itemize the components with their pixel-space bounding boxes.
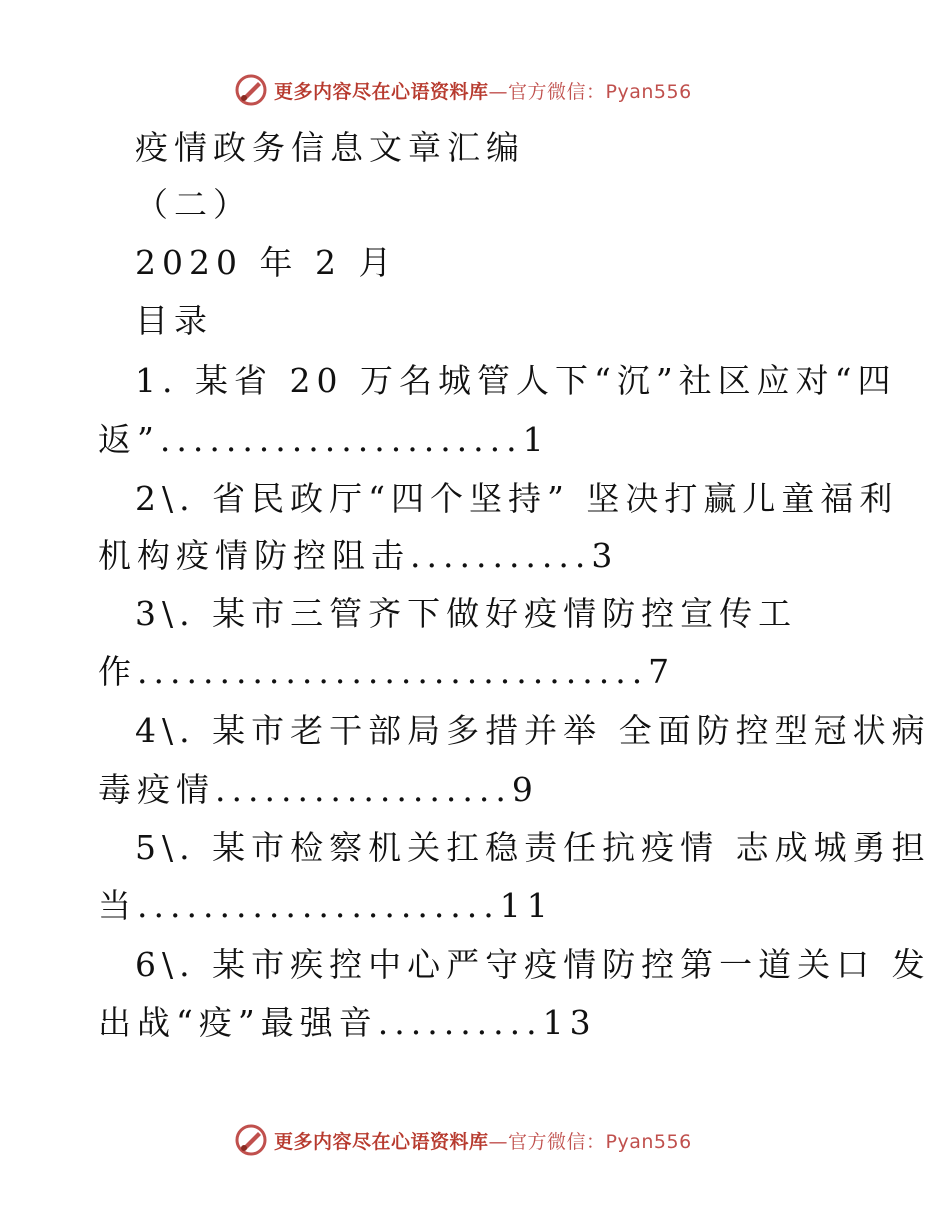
brush-logo-icon: [234, 1123, 268, 1157]
toc-item-4-line2[interactable]: 毒疫情..................9: [98, 770, 539, 809]
brush-logo-icon: [234, 73, 268, 107]
footer-watermark: [234, 1122, 754, 1158]
toc-item-3-line1[interactable]: 3\. 某市三管齐下做好疫情防控宣传工: [135, 594, 798, 633]
toc-item-5-line1[interactable]: 5\. 某市检察机关扛稳责任抗疫情 志成城勇担: [135, 828, 931, 867]
toc-item-6-line2[interactable]: 出战“疫”最强音..........13: [98, 1003, 597, 1042]
toc-item-1-line2[interactable]: 返”......................1: [98, 420, 550, 459]
toc-item-2-line1[interactable]: 2\. 省民政厅“四个坚持” 坚决打赢儿童福利: [135, 479, 899, 518]
toc-item-5-line2[interactable]: 当......................11: [98, 886, 554, 925]
watermark-text: 更多内容尽在心语资料库—官方微信：Pyan556: [274, 1130, 692, 1153]
toc-item-2-line2[interactable]: 机构疫情防控阻击...........3: [98, 536, 619, 575]
document-subtitle: （二）: [135, 185, 252, 224]
toc-heading: 目录: [135, 301, 213, 340]
document-date: 2020 年 2 月: [135, 243, 398, 282]
toc-item-6-line1[interactable]: 6\. 某市疾控中心严守疫情防控第一道关口 发: [135, 945, 931, 984]
toc-item-3-line2[interactable]: 作...............................7: [98, 652, 676, 691]
toc-item-4-line1[interactable]: 4\. 某市老干部局多措并举 全面防控型冠状病: [135, 711, 931, 750]
document-title: 疫情政务信息文章汇编: [135, 128, 525, 167]
toc-item-1-line1[interactable]: 1. 某省 20 万名城管人下“沉”社区应对“四: [135, 361, 897, 400]
watermark-text: 更多内容尽在心语资料库—官方微信：Pyan556: [274, 80, 692, 103]
header-watermark: [234, 72, 754, 108]
